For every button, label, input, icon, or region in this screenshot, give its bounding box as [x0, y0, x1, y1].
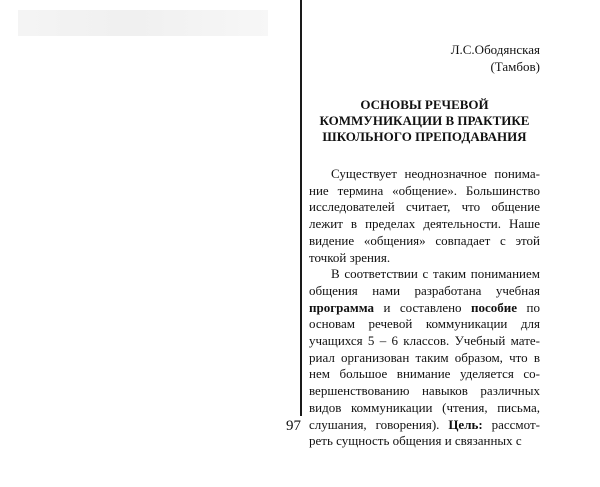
title-line-3: ШКОЛЬНОГО ПРЕПОДАВАНИЯ — [322, 129, 527, 144]
scan-artifact — [18, 10, 268, 36]
bold-term-programma: программа — [309, 299, 374, 315]
paragraph-1: Существует неоднозначное понима-ние термина «общение». Большинство исследователей считает, что общение лежит в пределах деятельности. Наше видение «общения» совпадает с этой точкой зрения. — [309, 166, 540, 265]
title-line-2: КОММУНИКАЦИИ В ПРАКТИКЕ — [319, 113, 530, 128]
author-name: Л.С.Ободянская — [450, 42, 540, 57]
page-number: 97 — [286, 418, 301, 434]
article-body — [309, 166, 540, 450]
paragraph-2-text-2: и составлено — [373, 299, 472, 315]
bold-term-posobie: пособие — [471, 299, 518, 315]
title-line-1: ОСНОВЫ РЕЧЕВОЙ — [360, 97, 489, 112]
paragraph-2 — [309, 266, 540, 450]
paragraph-2-text-3: по основам речевой коммуникации для учащихся 5 – 6 классов. Учебный мате-риал организован таким образом, что в нем большое внимание уделяется со-вершенствованию навыков различных видов коммуникации (чтения, письма, слушания, говорения). — [309, 299, 540, 432]
author-block — [309, 42, 540, 75]
author-city: (Тамбов) — [490, 58, 540, 74]
page-gutter-line — [300, 0, 302, 416]
bold-term-tsel: Цель: — [448, 416, 483, 432]
article-title — [309, 97, 540, 145]
paragraph-2-text-1: В соответствии с таким пониманием общения нами разработана учебная — [309, 266, 540, 298]
document-page — [309, 42, 540, 450]
paragraph-2-text-4: рассмот-реть сущность общения и связанных с — [309, 416, 540, 449]
